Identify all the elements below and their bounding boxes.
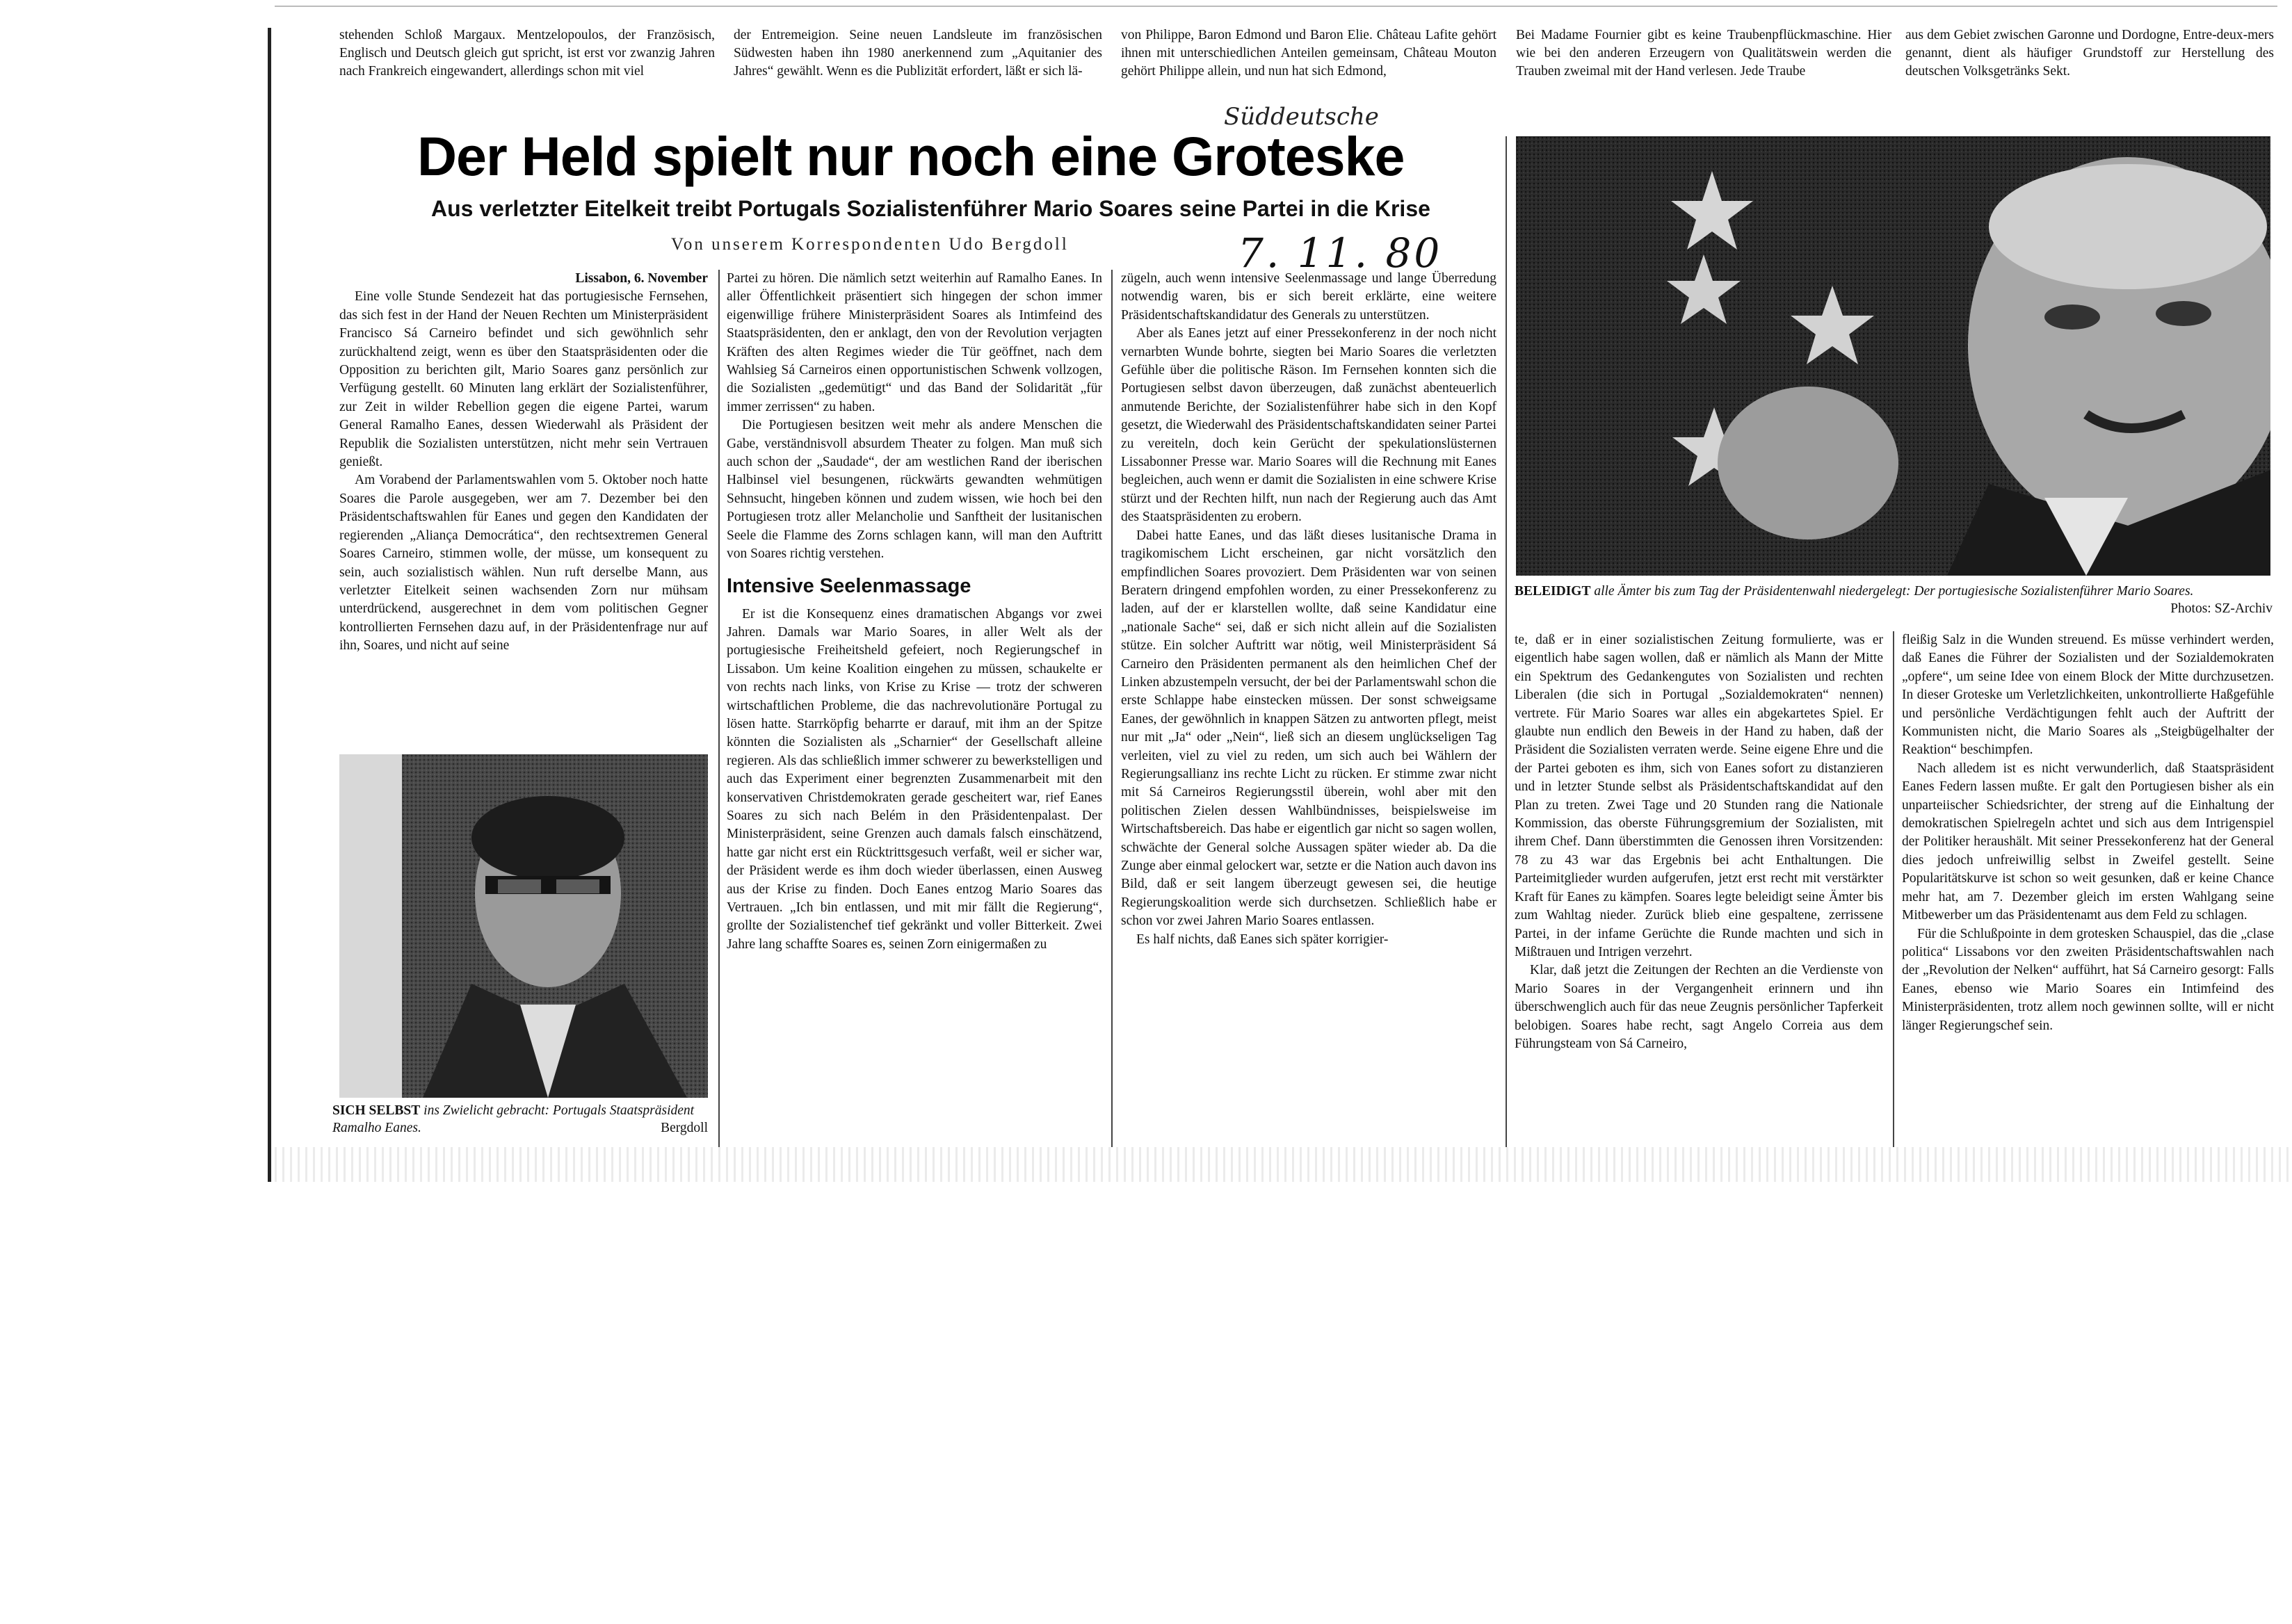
paragraph: Partei zu hören. Die nämlich setzt weiterhin auf Ramalho Eanes. In aller Öffentlichkeit präsentiert sich hingegen der schon immer eigenwillige frühere Ministerpräsident Soares als Intimfeind des Staatspräsidenten, den er anklagt, den von der Revolution verjagten Kräften des alten Regimes wieder die Tür geöffnet, nach dem Wahlsieg Sá Carneiros einen opportunistischen Schwenk vollzogen, die Sozialisten „gedemütigt“ und das Band der Solidarität „für immer zerrissen“ zu haben. — [727, 271, 1102, 414]
top-fragment-4: Bei Madame Fournier gibt es keine Traubenpflückmaschine. Hier wie bei den anderen Erzeugern von Qualitätswein werden die Trauben zweimal mit der Hand verlesen. Jede Traube — [1516, 28, 1891, 79]
column-divider — [1506, 136, 1507, 1147]
top-fragment-2: der Entremeigion. Seine neuen Landsleute im französischen Südwesten haben ihn 1980 anerkennend zum „Aquitanier des Jahres“ gewählt. Wenn es die Publizität erfordert, läßt er sich lä- — [734, 28, 1102, 79]
photo-caption-left: SICH SELBST ins Zwielicht gebracht: Portugals Staatspräsident Ramalho Eanes. Bergdoll — [332, 1103, 708, 1135]
subheadline: Aus verletzter Eitelkeit treibt Portugals Sozialistenführer Mario Soares seine Partei in die Krise — [431, 196, 1430, 221]
photo-soares — [1516, 136, 2270, 576]
dateline: Lissabon, 6. November — [575, 271, 708, 286]
paragraph: Er ist die Konsequenz eines dramatischen Abgangs vor zwei Jahren. Damals war Mario Soares, in aller Welt als der portugiesische Freiheitsheld gefeiert, noch Regierungschef in Lissabon. Um keine Koalition eingehen zu müssen, schaukelte er von rechts nach links, von Krise zu Krise — trotz der schweren wirtschaftlichen Probleme, die das nachrevolutionäre Portugal zu lösen hatte. Starrköpfig beharrte er darauf, mit ihm an der Spitze könnten die Sozialisten als „Scharnier“ der Gesellschaft alleine regieren. Als das schließlich immer schwerer zu bewerkstelligen und auch das Experiment einer begrenzten Zusammenarbeit mit den konservativen Christdemokraten gerade gescheitert war, rief Eanes Soares zu sich nach Belém in den Präsidentenpalast. Der Ministerpräsident, seine Grenzen auch damals falsch einschätzend, hatte gar nicht erst ein Rücktrittsgesuch verfaßt, weil er sicher war, der Präsident werde es ihm doch wieder überlassen, einen Ausweg aus der Krise zu finden. Doch Eanes entzog Mario Soares das Vertrauen. „Ich bin entlassen, und mit mir fällt die Regierung“, grollte der Sozialistenchef tief gekränkt und voller Bitterkeit. Zwei Jahre lang schaffte Soares es, seinen Zorn einigermaßen zu — [727, 606, 1102, 952]
article-column-5 — [1902, 631, 2274, 1147]
column-divider — [718, 270, 720, 1147]
paragraph: Die Portugiesen besitzen weit mehr als andere Menschen die Gabe, verständnisvoll absurdem Theater zu folgen. Man muß sich auch schon der „Saudade“, der am westlichen Rand der iberischen Halbinsel viel besungenen, rückwärts gewandten wehmütigen Sehnsucht, hingeben können und zudem wissen, wie hoch bei den Portugiesen trotz aller Melancholie und Sanftheit der lusitanischen Seele die Flamme des Zorns schlagen kann, will man den Auftritt von Soares richtig verstehen. — [727, 418, 1102, 562]
article-column-2 — [727, 270, 1102, 1147]
headline: Der Held spielt nur noch eine Groteske — [417, 125, 1405, 187]
column-divider — [1111, 270, 1113, 1147]
paragraph: Am Vorabend der Parlamentswahlen vom 5. Oktober noch hatte Soares die Parole ausgegeben, wer am 7. Dezember bei den Präsidentschaftswahlen für Eanes und gegen den Kandidaten der regierenden „Aliança Democrática“, den rechtsextremen General Soares Carneiro, stimmen wolle, der müsse, um konsequent zu sein, auch sozialistisch wählen. Nun ruft derselbe Mann, aus verletzter Eitelkeit seinen wachsenden Zorn nur mühsam unterdrückend, ausgerechnet in dem vom politischen Gegner kontrollierten Fernsehen dazu auf, in der Präsidentenfrage nur auf ihn, Soares, und nicht auf seine — [339, 473, 708, 653]
paragraph: Für die Schlußpointe in dem grotesken Schauspiel, das die „clase politica“ Lissabons vor den zweiten Präsidentschaftswahlen nach der „Revolution der Nelken“ aufführt, hat Sá Carneiro gesorgt: Falls Eanes, ebenso wie Mario Soares ein Intimfeind des Ministerpräsidenten, trotz allem noch gewinnen sollte, will er nicht länger Regierungschef sein. — [1902, 926, 2274, 1033]
paragraph: Klar, daß jetzt die Zeitungen der Rechten an die Verdienste von Mario Soares in der Vergangenheit erinnern und ihn überschwenglich auch für das neue Zeugnis persönlicher Tapferkeit belobigen. Soares habe recht, sagt Angelo Correia aus dem Führungsteam von Sá Carneiro, — [1515, 963, 1883, 1051]
paragraph: Nach alledem ist es nicht verwunderlich, daß Staatspräsident Eanes Federn lassen mußte. Er galt den Portugiesen bisher als ein unparteiischer Schiedsrichter, der streng auf die Einhaltung der demokratischen Spielregeln achtet und sich aus dem Intrigenspiel der Politiker heraushält. Mit seiner Pressekonferenz hat der General dies jedoch unfreiwillig selbst in Zweifel gestellt. Seine Popularitätskurve ist schon so weit gesunken, daß er keine Chance mehr hat, am 7. Dezember gleich im ersten Wahlgang seine Mitbewerber um das Präsidentenamt aus dem Feld zu schlagen. — [1902, 761, 2274, 923]
section-heading: Intensive Seelenmassage — [727, 574, 971, 597]
photo-credit: Bergdoll — [661, 1121, 708, 1135]
top-fragment-1: stehenden Schloß Margaux. Mentzelopoulos, der Französisch, Englisch und Deutsch gleich gut spricht, ist erst vor zwanzig Jahren nach Frankreich eingewandert, allerdings schon mit viel — [339, 28, 715, 79]
paragraph: Dabei hatte Eanes, und das läßt dieses lusitanische Drama in tragikomischem Licht erscheinen, gar nicht vorsätzlich den empfindlichen Soares provoziert. Dem Präsidenten war von seinen Beratern dringend empfohlen worden, zu einer Pressekonferenz zu laden, auf der er klarstellen wollte, daß seine Kandidatur eine „nationale Sache“ sei, daß er sich nicht allein auf die Sozialisten stütze. Ein solcher Auftritt war nötig, weil Ministerpräsident Sá Carneiro den Präsidenten permanent als den heimlichen Chef der Linken abzustempeln versucht, der bei der Parlamentswahl schon die erste Schlappe habe einstecken müssen. Der sonst schweigsame Eanes, der gewöhnlich in knappen Sätzen zu antworten pflegt, meist nur mit „Ja“ oder „Nein“, ließ sich an diesem unglückseligen Tag verleiten, viel zu viel zu reden, um sich auch bei Wählern der Regierungsallianz ins rechte Licht zu rücken. Er stimme zwar nicht mit Sá Carneiros Regierungsstil überein, wohl aber mit den politischen Zielen dessen Wahlbündnisses, beispielsweise im Wirtschaftsbereich. Das habe er eigentlich gar nicht so sagen wollen, schwächte der General solche Aussagen später wieder ab. Da die Zunge aber einmal gelockert war, setzte er die Nation auch davon ins Bild, daß er seit langem überzeugt gewesen sei, die heutige Regierungskoalition werde sich durchsetzen. Schließlich habe er schon vor zwei Jahren Mario Soares entlassen. — [1121, 528, 1496, 929]
paragraph: Aber als Eanes jetzt auf einer Pressekonferenz in der noch nicht vernarbten Wunde bohrte, siegten bei Mario Soares die verletzten Gefühle über die politische Räson. Im Fernsehen konnten sich die Portugiesen selbst davon überzeugen, daß zunächst abenteuerlich anmutende Berichte, der Sozialistenführer habe sich in den Kopf gesetzt, die Wiederwahl des Präsidentschaftskandidaten seiner Partei zu vereiteln, doch kein Gerücht der spekulationslüsternen Lissabonner Presse war. Mario Soares will die Rechnung mit Eanes begleichen, auch wenn er damit die Sozialisten in eine schwere Krise stürzt und der Rechten hilft, nun nach der Regierung auch das Amt des Staatspräsidenten zu erobern. — [1121, 326, 1496, 525]
photo-credit: Photos: SZ-Archiv — [2170, 601, 2273, 616]
column-divider — [1893, 631, 1894, 1147]
scan-left-edge — [268, 28, 271, 1182]
photo-eanes — [339, 754, 708, 1098]
article-column-3 — [1121, 270, 1496, 1147]
paragraph: Es half nichts, daß Eanes sich später korrigier- — [1136, 932, 1389, 947]
top-fragment-3: von Philippe, Baron Edmond und Baron Elie. Château Lafite gehört ihnen mit unterschiedlichen Anteilen gemeinsam, Château Mouton gehört Philippe allein, und nun hat sich Edmond, — [1121, 28, 1496, 79]
scan-noise — [275, 1147, 2291, 1182]
paragraph: Eine volle Stunde Sendezeit hat das portugiesische Fernsehen, das sich fest in der Hand der Neuen Rechten um Ministerpräsident Francisco Sá Carneiro befindet und sich gewöhnlich sehr zurückhaltend zeigt, wenn es über den Staatspräsidenten oder die Opposition zu berichten gilt, Mario Soares ganz persönlich zur Verfügung gestellt. 60 Minuten lang erklärt der Sozialistenführer, zur Zeit in wilder Rebellion gegen die eigene Partei, warum General Ramalho Eanes, dessen Wiederwahl als Präsident der Republik die Sozialisten unterstützen, nicht mehr sein Vertrauen genießt. — [339, 289, 708, 470]
handwritten-date: 7. 11. 80 — [1238, 229, 1443, 277]
article-column-4 — [1515, 631, 1883, 1147]
scan-top-edge — [275, 6, 2277, 7]
handwritten-stamp: Süddeutsche — [1224, 103, 1379, 131]
paragraph: fleißig Salz in die Wunden streuend. Es müsse verhindert werden, daß Eanes die Führer der Sozialisten und der Sozialdemokraten „opfere“, um seine Idee von einem Block der Mitte durchzusetzen. In dieser Groteske um Verletzlichkeiten, unkontrollierte Haßgefühle und persönliche Verdächtigungen fehlt auch der Auftritt der Kommunisten nicht, die Mario Soares als „Steigbügelhalter der Reaktion“ beschimpfen. — [1902, 633, 2274, 758]
top-fragment-5: aus dem Gebiet zwischen Garonne und Dordogne, Entre-deux-mers genannt, dient als häufiger Grundstoff zur Herstellung des deutschen Volksgetränks Sekt. — [1905, 28, 2274, 79]
byline: Von unserem Korrespondenten Udo Bergdoll — [671, 235, 1069, 254]
paragraph: te, daß er in einer sozialistischen Zeitung formulierte, was er eigentlich habe sagen wollen, daß er nämlich als Mann der Mitte ein Spektrum des Gedankengutes von Sozialisten und rechten Liberalen (die sich in Portugal „Sozialdemokraten“ nennen) vertrete. Für Mario Soares war alles ein abgekartetes Spiel. Er glaubte nun endlich den Beweis in der Hand zu haben, daß der Präsident die Sozialisten verraten werde. Seine eigene Ehre und die der Partei geboten es ihm, sich von Eanes sofort zu distanzieren und in letzter Stunde selbst als Präsidentschaftskandidat auf den Plan zu treten. Zwei Tage und 20 Stunden rang die Nationale Kommission, das oberste Führungsgremium der Sozialisten, mit ihrem Chef. Dann überstimmten die Genossen ihren Vorsitzenden: 78 zu 43 war das Ergebnis bei acht Enthaltungen. Die Parteimitglieder wurden aufgerufen, jetzt erst recht mit verstärkter Kraft für Eanes zu kämpfen. Soares legte beleidigt seine Ämter bis zum Wahltag nieder. Zurück blieb eine gespaltene, zerrissene Partei, in der infame Gerüchte die Runde machten und sich in Mißtrauen und Intrigen verzehrt. — [1515, 633, 1883, 959]
photo-caption-right: BELEIDIGT alle Ämter bis zum Tag der Präsidentenwahl niedergelegt: Der portugiesische Sozialistenführer Mario Soares. Photos: SZ-Archiv — [1515, 584, 2273, 616]
paragraph: zügeln, auch wenn intensive Seelenmassage und lange Überredung notwendig waren, bis er sich bereit erklärte, eine weitere Präsidentschaftskandidatur des Generals zu unterstützen. — [1121, 271, 1496, 323]
article-column-1 — [339, 270, 708, 753]
